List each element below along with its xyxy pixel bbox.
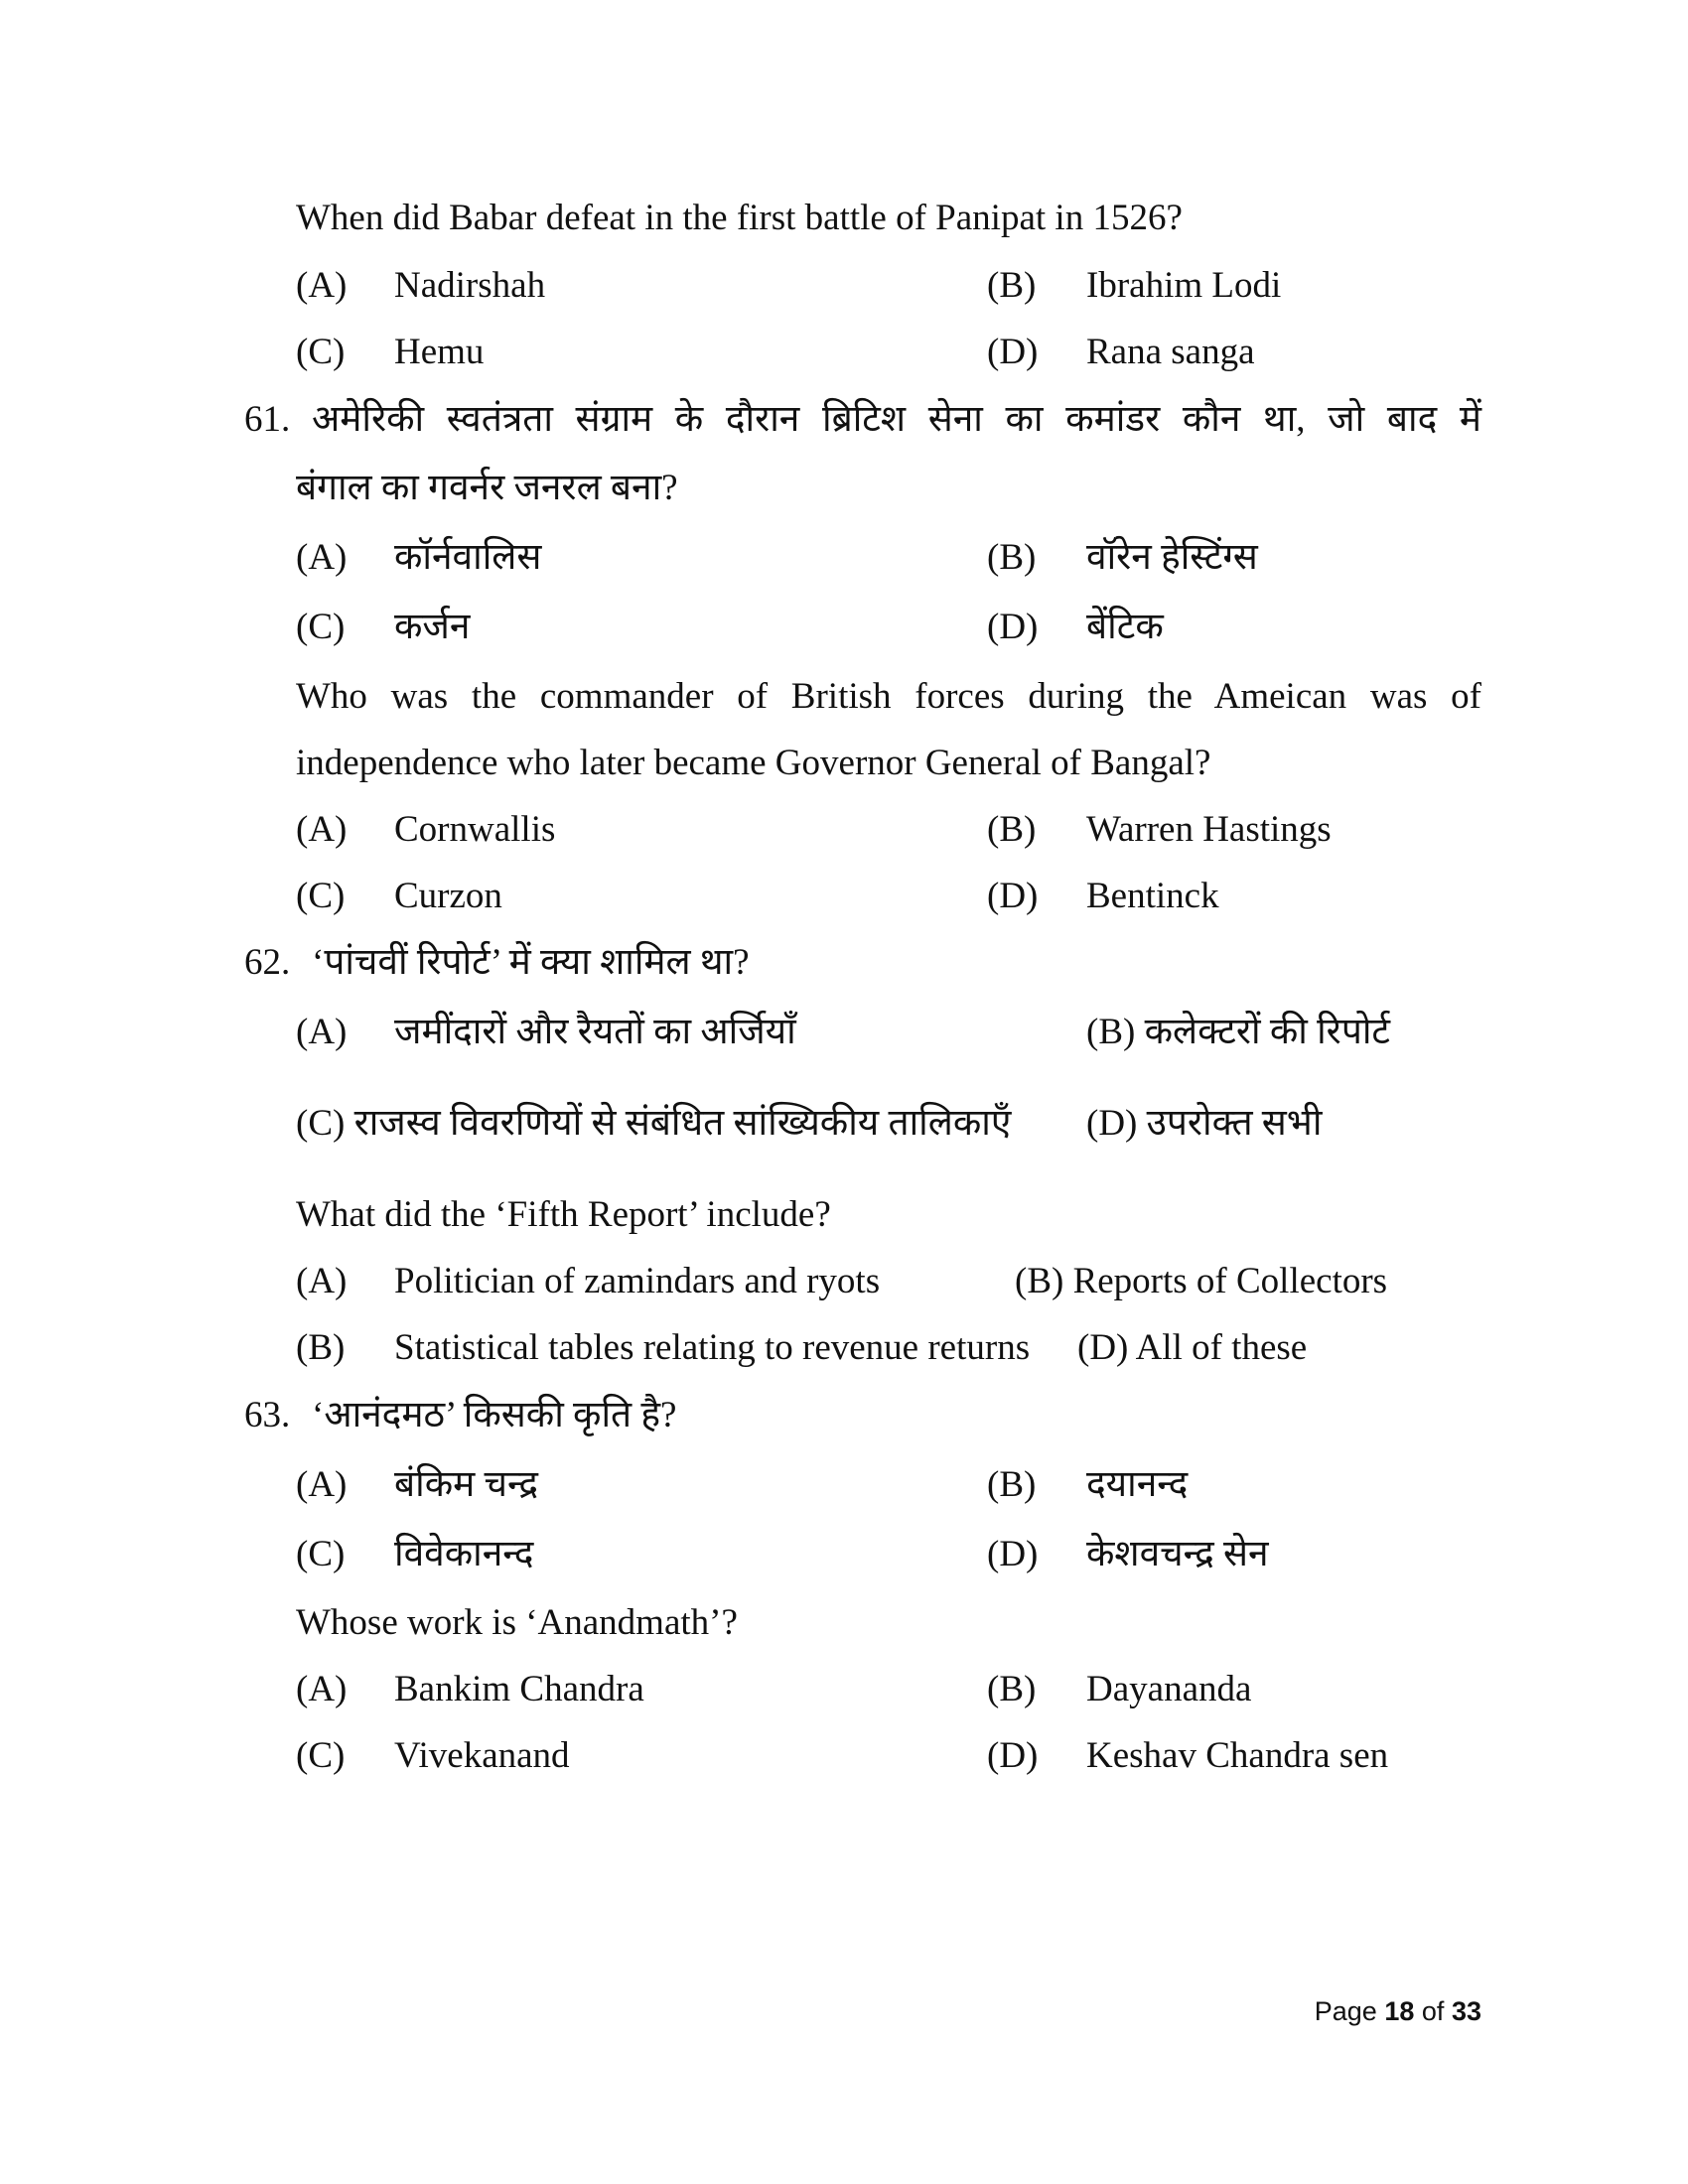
q63-hi-option-d-letter: (D)	[987, 1534, 1039, 1574]
q62-number: 62.	[244, 942, 291, 983]
q63-hi-option-c-text: विवेकानन्द	[394, 1534, 534, 1574]
q61-en-option-d-letter: (D)	[987, 876, 1039, 916]
q60-option-d-text: Rana sanga	[1086, 332, 1255, 372]
q60-option-c-letter: (C)	[296, 332, 346, 372]
page-total-number: 33	[1451, 1996, 1481, 2026]
q62-en-option-a-letter: (A)	[296, 1261, 348, 1301]
q63-en-option-c-letter: (C)	[296, 1735, 346, 1776]
q63-hi-option-d-text: केशवचन्द्र सेन	[1086, 1534, 1269, 1574]
q61-hi-option-b-letter: (B)	[987, 537, 1037, 578]
q60-option-a-text: Nadirshah	[394, 265, 546, 306]
page-footer	[1315, 1993, 1481, 2029]
q63-hi-option-b-letter: (B)	[987, 1464, 1037, 1505]
q62-en-option-c-letter: (B)	[296, 1327, 346, 1368]
q63-en-option-c-text: Vivekanand	[394, 1735, 570, 1776]
q63-en-option-d-letter: (D)	[987, 1735, 1039, 1776]
q63-number: 63.	[244, 1395, 291, 1435]
q61-en-option-a-letter: (A)	[296, 809, 348, 850]
q63-hi-option-c-letter: (C)	[296, 1534, 346, 1574]
q61-hi-option-c-text: कर्जन	[394, 607, 471, 647]
q62-hi-option-a-letter: (A)	[296, 1012, 348, 1052]
q63-hi-option-b-text: दयानन्द	[1086, 1464, 1189, 1505]
q61-hi-option-c-letter: (C)	[296, 607, 346, 647]
q62-hi-option-a-text: जमींदारों और रैयतों का अर्जियाँ	[394, 1012, 796, 1052]
q63-en-option-a-text: Bankim Chandra	[394, 1669, 644, 1709]
q60-option-b-letter: (B)	[987, 265, 1037, 306]
q62-en-option-b: (B) Reports of Collectors	[1015, 1261, 1388, 1301]
q63-en-option-a-letter: (A)	[296, 1669, 348, 1709]
q61-en-option-a-text: Cornwallis	[394, 809, 556, 850]
q61-en-option-c-letter: (C)	[296, 876, 346, 916]
q62-en-option-c-text: Statistical tables relating to revenue returns	[394, 1327, 1031, 1368]
q61-en-option-d-text: Bentinck	[1086, 876, 1219, 916]
q61-hi-option-a-text: कॉर्नवालिस	[394, 537, 542, 578]
q61-hi-option-a-letter: (A)	[296, 537, 348, 578]
q62-hi-option-c: (C) राजस्व विवरणियों से संबंधित सांख्यिकीय तालिकाएँ	[296, 1103, 1012, 1144]
q61-number: 61.	[244, 399, 291, 440]
of-word: of	[1421, 1996, 1445, 2026]
q61-hi-option-d-text: बेंटिक	[1086, 607, 1164, 647]
q63-en-option-d-text: Keshav Chandra sen	[1086, 1735, 1389, 1776]
q61-hi-option-d-letter: (D)	[987, 607, 1039, 647]
q60-option-c-text: Hemu	[394, 332, 485, 372]
q61-en-option-b-letter: (B)	[987, 809, 1037, 850]
q63-en-option-b-text: Dayananda	[1086, 1669, 1252, 1709]
q62-hi-option-d: (D) उपरोक्त सभी	[1086, 1103, 1323, 1144]
q63-hi-option-a-letter: (A)	[296, 1464, 348, 1505]
q61-hi-option-b-text: वॉरेन हेस्टिंग्स	[1086, 537, 1258, 578]
q62-en-option-d: (D) All of these	[1077, 1327, 1308, 1368]
q61-en-option-c-text: Curzon	[394, 876, 502, 916]
q60-option-b-text: Ibrahim Lodi	[1086, 265, 1282, 306]
q61-en-option-b-text: Warren Hastings	[1086, 809, 1332, 850]
q60-option-d-letter: (D)	[987, 332, 1039, 372]
q62-hi-option-b: (B) कलेक्टरों की रिपोर्ट	[1086, 1012, 1391, 1052]
page-word: Page	[1314, 1996, 1377, 2026]
q60-option-a-letter: (A)	[296, 265, 348, 306]
page-current-number: 18	[1384, 1996, 1415, 2026]
q63-hi-option-a-text: बंकिम चन्द्र	[394, 1464, 539, 1505]
q63-en-option-b-letter: (B)	[987, 1669, 1037, 1709]
q62-en-option-a-text: Politician of zamindars and ryots	[394, 1261, 881, 1301]
